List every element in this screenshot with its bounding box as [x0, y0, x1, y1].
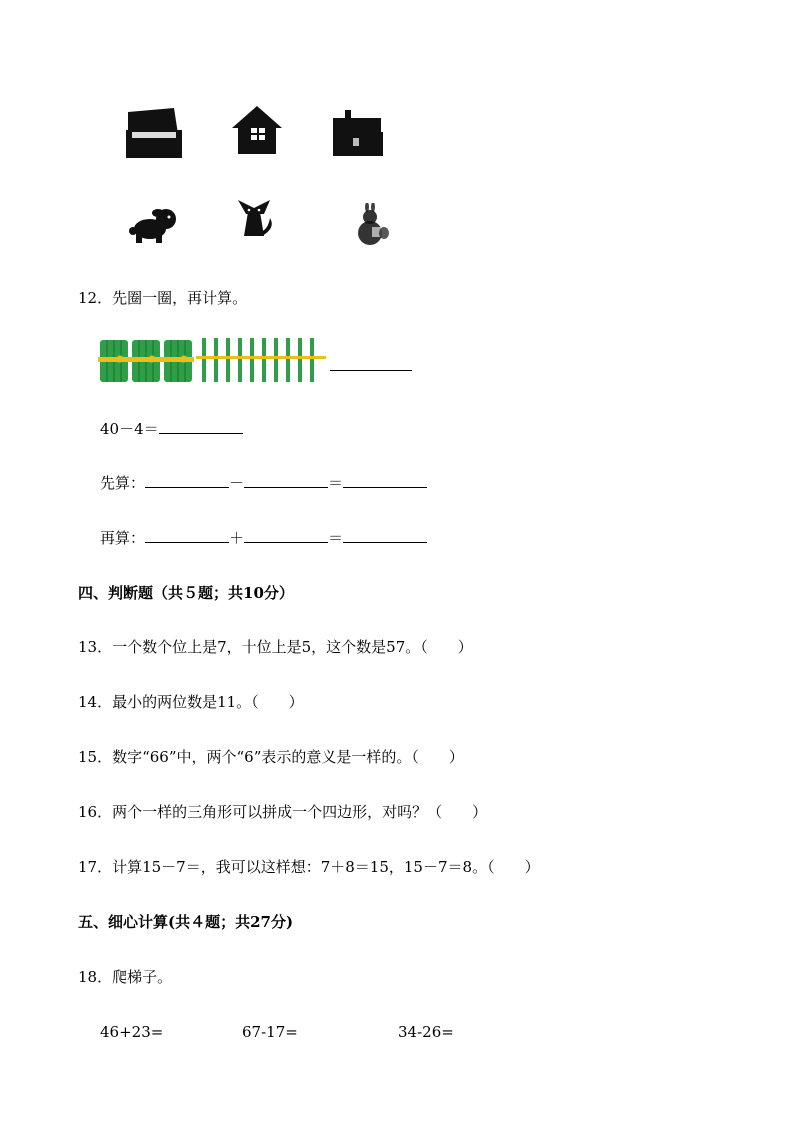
- minus-sign: －: [229, 474, 245, 492]
- q12-equation-line: [100, 419, 243, 439]
- first-step-blank-a[interactable]: [145, 473, 229, 488]
- answer-blank-sticks[interactable]: [330, 370, 412, 371]
- q18-item-1: 46+23=: [100, 1023, 164, 1041]
- stick-bundle-3: [162, 340, 194, 382]
- rabbit-silhouette: [352, 203, 392, 247]
- q17-text: 17．计算15－7＝，我可以这样想：7＋8＝15，15－7＝8。（ ）: [78, 858, 540, 876]
- q16-text: 16．两个一样的三角形可以拼成一个四边形，对吗？（ ）: [78, 803, 488, 821]
- q13-text: 13．一个数个位上是7，十位上是5，这个数是57。（ ）: [78, 638, 473, 656]
- first-step-blank-c[interactable]: [343, 473, 427, 488]
- equals-sign-2: ＝: [328, 529, 344, 547]
- q14-text: 14．最小的两位数是11。（ ）: [78, 693, 304, 711]
- then-step-blank-b[interactable]: [244, 528, 328, 543]
- answer-blank-1[interactable]: [159, 419, 243, 434]
- q15-text: 15．数字“66”中，两个“6”表示的意义是一样的。（ ）: [78, 748, 464, 766]
- stick-bundles-figure: [98, 334, 330, 386]
- stick-bundle-1: [98, 340, 130, 382]
- section-5-heading: 五、细心计算(共４题；共27分): [78, 913, 294, 931]
- house-silhouette-3: [331, 108, 383, 158]
- stick-bundle-2: [130, 340, 162, 382]
- house-silhouette-2: [232, 106, 282, 156]
- then-step-blank-a[interactable]: [145, 528, 229, 543]
- fox-silhouette: [234, 198, 276, 240]
- then-step-label: 再算：: [100, 529, 146, 547]
- section-4-heading: 四、判断题（共５题；共10分）: [78, 584, 294, 602]
- first-step-blank-b[interactable]: [244, 473, 328, 488]
- first-step-label: 先算：: [100, 474, 146, 492]
- q12-equation: 40－4＝: [100, 420, 159, 438]
- q12-title: 12．先圈一圈，再计算。: [78, 289, 248, 307]
- single-sticks: [196, 338, 326, 382]
- q18-item-3: 34-26=: [398, 1023, 454, 1041]
- q12-then-step: [100, 528, 427, 548]
- house-silhouette-1: [124, 104, 182, 158]
- q18-item-2: 67-17=: [242, 1023, 298, 1041]
- then-step-blank-c[interactable]: [343, 528, 427, 543]
- equals-sign: ＝: [328, 474, 344, 492]
- plus-sign: ＋: [229, 529, 245, 547]
- dog-silhouette: [128, 207, 180, 245]
- q12-first-step: [100, 473, 427, 493]
- q18-title: 18．爬梯子。: [78, 968, 173, 986]
